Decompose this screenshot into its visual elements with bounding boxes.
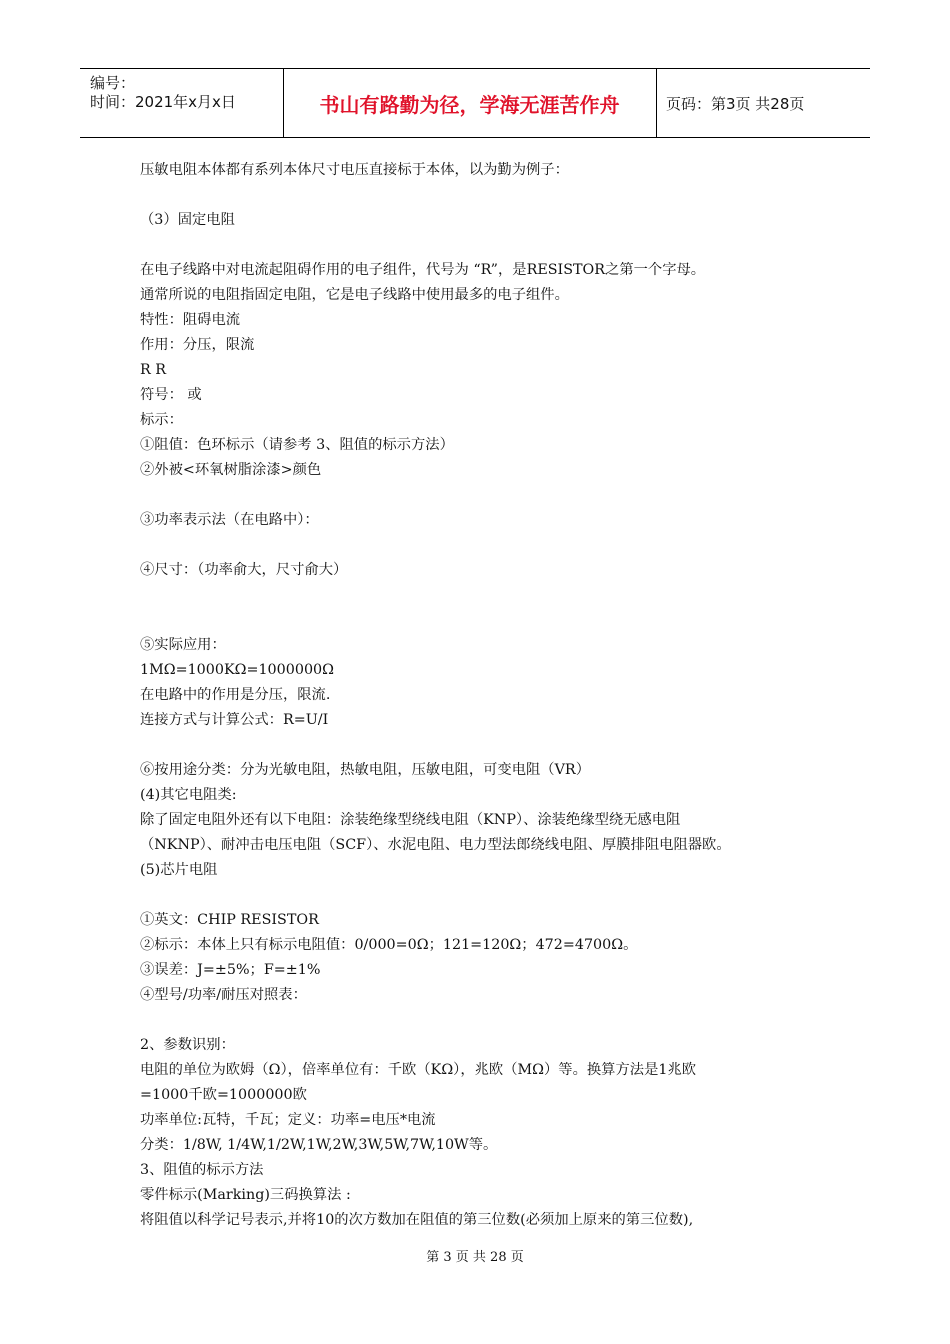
body-line: 连接方式与计算公式：R=U/I [140,712,329,728]
body-line: R R [140,362,167,378]
body-line: ④型号/功率/耐压对照表： [140,987,307,1003]
body-line: 2、参数识别： [140,1037,235,1053]
body-line: (4)其它电阻类: [140,787,237,803]
body-line: ②标示：本体上只有标示电阻值：0/000=0Ω；121=120Ω；472=4700Ω。 [140,937,638,953]
page-header [80,68,870,138]
body-line: (5)芯片电阻 [140,862,218,878]
body-line: 在电子线路中对电流起阻碍作用的电子组件，代号为 “R”，是RESISTOR之第一个字母。 [140,262,706,278]
body-line: 电阻的单位为欧姆（Ω），倍率单位有：千欧（KΩ），兆欧（MΩ）等。换算方法是1兆欧 [140,1062,697,1078]
header-info-cell [80,69,284,137]
body-line: ②外被<环氧树脂涂漆>颜色 [140,462,322,478]
body-line: ⑤实际应用： [140,637,226,653]
body-line: 通常所说的电阻指固定电阻，它是电子线路中使用最多的电子组件。 [140,287,569,303]
body-line: ③功率表示法（在电路中）： [140,512,319,528]
number-label: 编号： [90,74,136,92]
body-line: ①英文：CHIP RESISTOR [140,912,319,928]
body-line: 在电路中的作用是分压，限流. [140,687,331,703]
body-line: （NKNP）、耐冲击电压电阻（SCF）、水泥电阻、电力型法郎绕线电阻、厚膜排阻电阻器欧。 [140,837,731,853]
body-line: 功率单位:瓦特，千瓦；定义：功率=电压*电流 [140,1112,436,1128]
body-line: ①阻值：色环标示（请参考 3、阻值的标示方法） [140,437,454,453]
body-line: 1MΩ=1000KΩ=1000000Ω [140,662,334,678]
body-line: 3、阻值的标示方法 [140,1162,264,1178]
body-line: 除了固定电阻外还有以下电阻：涂装绝缘型绕线电阻（KNP）、涂装绝缘型绕无感电阻 [140,812,681,828]
body-line: 特性：阻碍电流 [140,312,241,328]
body-line: 压敏电阻本体都有系列本体尺寸电压直接标于本体，以为勤为例子： [140,162,569,178]
header-page-cell [656,69,870,137]
body-line: ⑥按用途分类：分为光敏电阻，热敏电阻，压敏电阻，可变电阻（VR） [140,762,590,778]
body-line: 分类：1/8W, 1/4W,1/2W,1W,2W,3W,5W,7W,10W等。 [140,1137,498,1153]
time-label: 时间：2021年x月x日 [90,93,236,111]
body-line: ④尺寸：（功率俞大，尺寸俞大） [140,562,348,578]
body-line: 标示： [140,412,183,428]
page-label: 页码：第3页 共28页 [666,94,805,113]
body-line: （3）固定电阻 [140,212,235,228]
body-line: 将阻值以科学记号表示,并将10的次方数加在阻值的第三位数(必须加上原来的第三位数), [140,1212,694,1228]
body-line: 作用：分压，限流 [140,337,255,353]
body-line: =1000千欧=1000000欧 [140,1087,307,1103]
page-footer: 第 3 页 共 28 页 [426,1250,524,1265]
body-line: ③误差：J=±5%；F=±1% [140,962,321,978]
body-line: 零件标示(Marking)三码换算法 : [140,1187,351,1203]
header-motto: 书山有路勤为径，学海无涯苦作舟 [283,69,657,137]
body-line: 符号： 或 [140,387,202,403]
